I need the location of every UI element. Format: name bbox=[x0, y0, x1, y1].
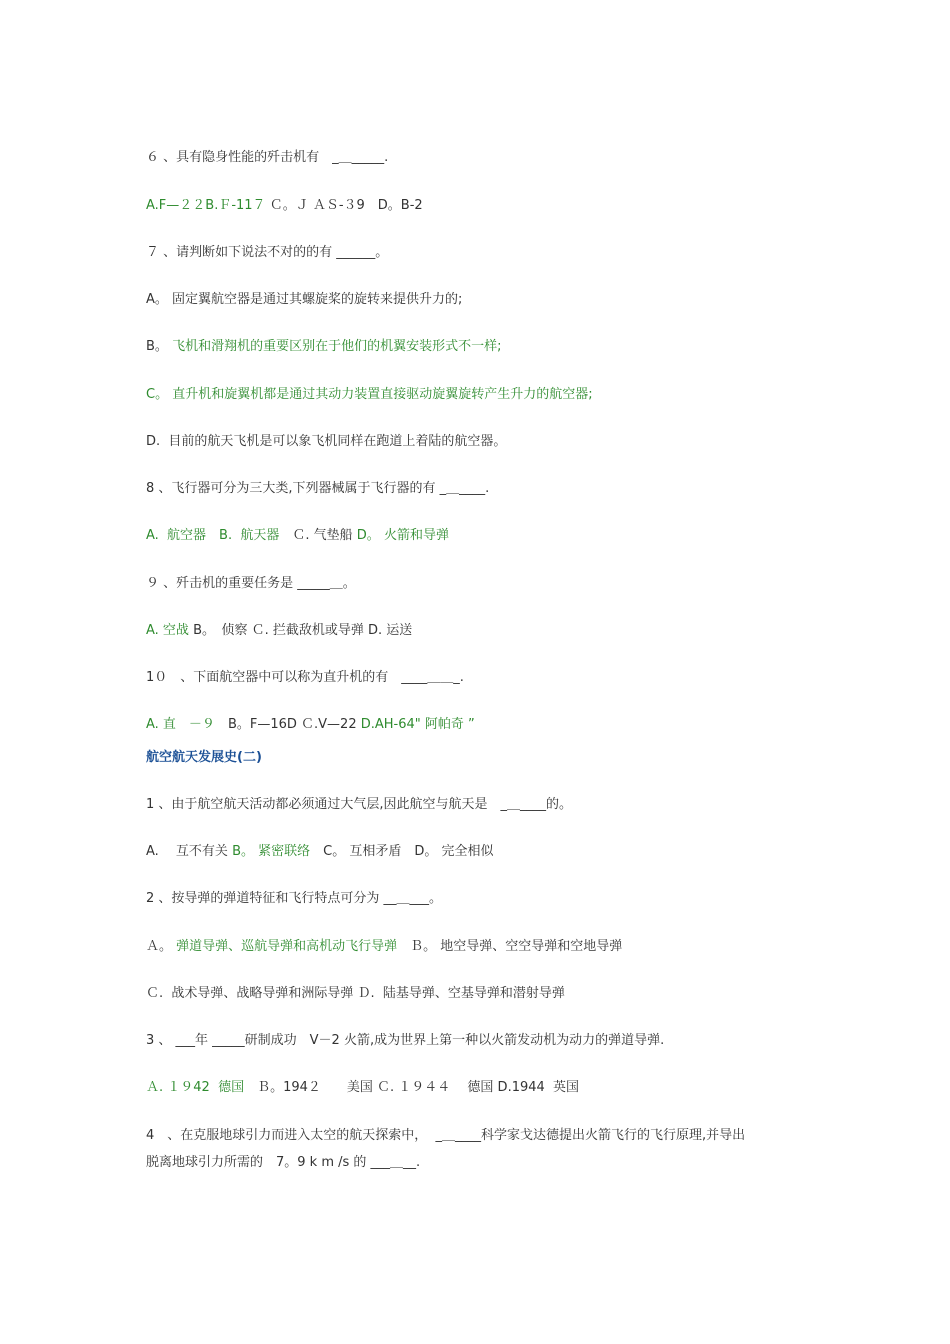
text: 1０ 、下面航空器中可以称为直升机的有 ____＿＿_. bbox=[146, 670, 464, 685]
section-heading bbox=[146, 748, 262, 768]
correct-option: C。 直升机和旋翼机都是通过其动力装置直接驱动旋翼旋转产生升力的航空器; bbox=[146, 387, 593, 402]
line-q8 bbox=[146, 479, 489, 499]
correct-option: B。 紧密联络 bbox=[232, 844, 311, 859]
correct-option: D。 火箭和导弹 bbox=[356, 528, 449, 543]
text: 1 、由于航空航天活动都必须通过大气层,因此航空与航天是 _＿____的。 bbox=[146, 797, 573, 812]
line-s2-q4-cont bbox=[146, 1153, 420, 1173]
text: B。F—16D Ｃ.V—22 bbox=[214, 717, 361, 732]
correct-option: Ａ. １９42 德国 bbox=[146, 1080, 245, 1095]
line-q6-options bbox=[146, 196, 423, 216]
text: 3 、 ___年 _____研制成功 V－2 火箭,成为世界上第一种以火箭发动机为动力的弹道导弹. bbox=[146, 1033, 665, 1048]
line-q9-options bbox=[146, 621, 412, 641]
line-s2-q3 bbox=[146, 1031, 664, 1051]
text: D. 目前的航天飞机是可以象飞机同样在跑道上着陆的航空器。 bbox=[146, 434, 507, 449]
line-s2-q3-options bbox=[146, 1078, 579, 1098]
correct-option: D.AH-64" 阿帕奇 ” bbox=[360, 717, 475, 732]
line-q6 bbox=[146, 148, 388, 168]
correct-option: A.F—２２B.Ｆ-11７ bbox=[146, 198, 266, 213]
line-s2-q2 bbox=[146, 889, 442, 909]
text: Ｃ. 战术导弹、战略导弹和洲际导弹 Ｄ. 陆基导弹、空基导弹和潜射导弹 bbox=[146, 986, 565, 1001]
text: C。 互相矛盾 D。 完全相似 bbox=[310, 844, 494, 859]
line-s2-q1 bbox=[146, 795, 572, 815]
correct-option: A. 航空器 B. 航天器 bbox=[146, 528, 280, 543]
line-s2-q2-cd bbox=[146, 984, 565, 1004]
text: Ｃ. 气垫船 bbox=[279, 528, 357, 543]
line-q7-c bbox=[146, 385, 593, 405]
heading-text: 航空航天发展史(二) bbox=[146, 750, 262, 765]
line-s2-q1-options bbox=[146, 842, 493, 862]
line-s2-q4 bbox=[146, 1126, 745, 1146]
text: ９ 、歼击机的重要任务是 _____＿。 bbox=[146, 576, 356, 591]
text: 2 、按导弹的弹道特征和飞行特点可分为 __＿___。 bbox=[146, 891, 443, 906]
correct-option: 飞机和滑翔机的重要区别在于他们的机翼安装形式不一样; bbox=[172, 339, 502, 354]
line-q7-a bbox=[146, 290, 462, 310]
line-q7 bbox=[146, 243, 388, 263]
text: Ａ。 bbox=[146, 939, 177, 954]
text: 4 、在克服地球引力而进入太空的航天探索中， _＿____科学家戈达德提出火箭飞行的飞行原理,并导出 bbox=[146, 1128, 746, 1143]
text: B。 bbox=[146, 339, 173, 354]
line-q8-options bbox=[146, 526, 449, 546]
line-q10 bbox=[146, 668, 464, 688]
text: Ｃ。Ｊ ＡＳ-３9 D。B-2 bbox=[265, 198, 423, 213]
text: ７ 、请判断如下说法不对的的有 ______。 bbox=[146, 245, 389, 260]
text: Ｂ。194２ 美国 Ｃ. １９４４ 德国 D.1944 英国 bbox=[244, 1080, 580, 1095]
line-q7-b bbox=[146, 337, 501, 357]
line-q9 bbox=[146, 574, 356, 594]
text: ６ 、具有隐身性能的歼击机有 _＿_____. bbox=[146, 150, 389, 165]
line-s2-q2-ab bbox=[146, 937, 622, 957]
text: 8 、飞行器可分为三大类,下列器械属于飞行器的有 _＿____. bbox=[146, 481, 490, 496]
correct-option: 弹道导弹、巡航导弹和高机动飞行导弹 bbox=[176, 939, 398, 954]
correct-option: A. 空战 bbox=[146, 623, 189, 638]
text: A。 固定翼航空器是通过其螺旋桨的旋转来提供升力的; bbox=[146, 292, 463, 307]
line-q10-options bbox=[146, 715, 475, 735]
text: Ｂ。 地空导弹、空空导弹和空地导弹 bbox=[397, 939, 623, 954]
text: A. 互不有关 bbox=[146, 844, 233, 859]
text: 脱离地球引力所需的 7。9 k m /s 的 ___＿__. bbox=[146, 1155, 421, 1170]
text: B。 侦察 Ｃ. 拦截敌机或导弹 D. 运送 bbox=[188, 623, 413, 638]
correct-option: A. 直 －９ bbox=[146, 717, 215, 732]
line-q7-d bbox=[146, 432, 506, 452]
